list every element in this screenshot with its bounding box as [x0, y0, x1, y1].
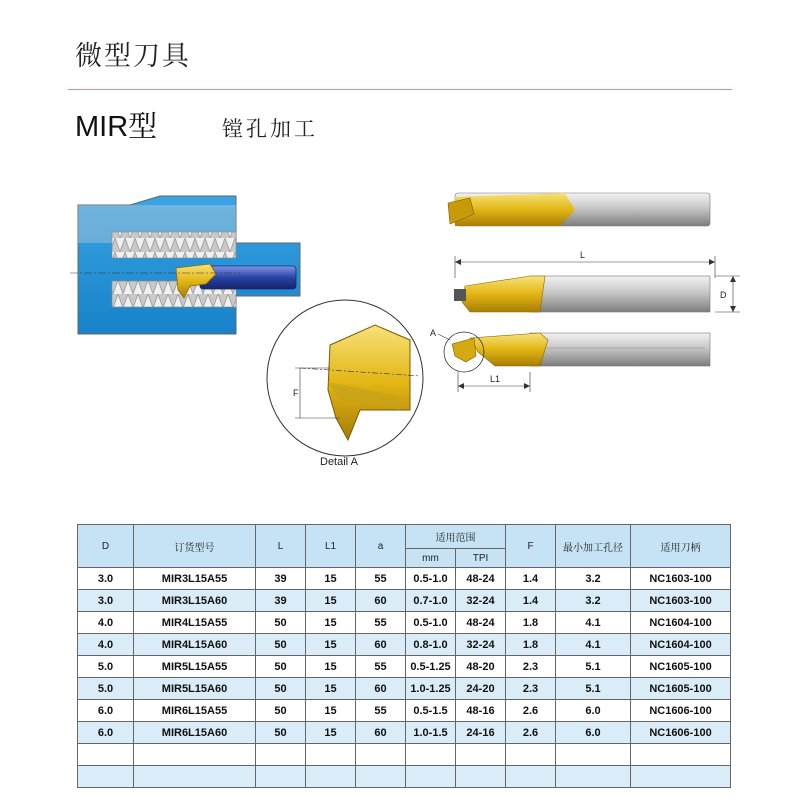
cell-mm: 1.0-1.5 [406, 722, 456, 744]
cell-mm: 0.7-1.0 [406, 590, 456, 612]
cell-holder: NC1606-100 [631, 700, 731, 722]
cell-a: 55 [356, 700, 406, 722]
cell-l1: 15 [306, 678, 356, 700]
cell-tpi: 48-24 [456, 568, 506, 590]
cell-holder: NC1606-100 [631, 722, 731, 744]
cell-f: 1.8 [506, 612, 556, 634]
spec-table [77, 524, 731, 788]
cell-l1: 15 [306, 634, 356, 656]
cell-mm: 0.5-1.25 [406, 656, 456, 678]
model-title: MIR型 [75, 111, 158, 143]
cell-model: MIR3L15A60 [134, 590, 256, 612]
tool-front-view [430, 328, 710, 392]
cell-f: 2.6 [506, 722, 556, 744]
cell-model: MIR6L15A60 [134, 722, 256, 744]
cell-tpi: 48-20 [456, 656, 506, 678]
cell-holder: NC1604-100 [631, 634, 731, 656]
header-a: a [356, 525, 406, 568]
cell-model: MIR4L15A55 [134, 612, 256, 634]
cell-holder: NC1605-100 [631, 656, 731, 678]
cell-min-bore: 3.2 [556, 568, 631, 590]
table-row [78, 700, 731, 722]
cell-a: 55 [356, 612, 406, 634]
header-model: 订货型号 [134, 525, 256, 568]
cell-d: 5.0 [78, 656, 134, 678]
cell-model: MIR5L15A60 [134, 678, 256, 700]
cell-tpi: 32-24 [456, 634, 506, 656]
cell-tpi: 24-16 [456, 722, 506, 744]
dim-l1-label: L1 [490, 374, 501, 384]
cell-f: 2.3 [506, 678, 556, 700]
detail-a-caption: Detail A [320, 456, 358, 468]
cell-tpi: 48-16 [456, 700, 506, 722]
cell-l: 50 [256, 634, 306, 656]
header-range: 适用范围 [406, 525, 506, 549]
cell-l1: 15 [306, 700, 356, 722]
table-row [78, 634, 731, 656]
cell-mm: 0.5-1.0 [406, 568, 456, 590]
cell-a: 55 [356, 568, 406, 590]
cell-l: 50 [256, 678, 306, 700]
cell-model: MIR3L15A55 [134, 568, 256, 590]
cell-model: MIR5L15A55 [134, 656, 256, 678]
cell-f: 2.6 [506, 700, 556, 722]
cell-l: 39 [256, 590, 306, 612]
cell-f: 1.8 [506, 634, 556, 656]
tool-side-view [454, 250, 740, 312]
dim-l-label: L [580, 250, 586, 260]
cell-mm: 0.5-1.5 [406, 700, 456, 722]
cell-a: 60 [356, 722, 406, 744]
dim-f-label: F [293, 388, 299, 398]
cell-min-bore: 4.1 [556, 612, 631, 634]
cell-l: 50 [256, 722, 306, 744]
cell-tpi: 48-24 [456, 612, 506, 634]
cell-holder: NC1605-100 [631, 678, 731, 700]
cell-f: 1.4 [506, 568, 556, 590]
cell-l1: 15 [306, 590, 356, 612]
cell-mm: 0.5-1.0 [406, 612, 456, 634]
cell-min-bore: 5.1 [556, 656, 631, 678]
cell-holder: NC1603-100 [631, 568, 731, 590]
cell-mm: 0.8-1.0 [406, 634, 456, 656]
cell-mm: 1.0-1.25 [406, 678, 456, 700]
cell-l1: 15 [306, 656, 356, 678]
cell-l: 50 [256, 656, 306, 678]
table-row [78, 568, 731, 590]
cell-f: 1.4 [506, 590, 556, 612]
cell-f: 2.3 [506, 656, 556, 678]
cell-holder: NC1603-100 [631, 590, 731, 612]
empty-row [78, 744, 731, 766]
cell-d: 4.0 [78, 612, 134, 634]
tool-photo [448, 193, 710, 226]
dim-d-label: D [720, 290, 727, 300]
cell-d: 5.0 [78, 678, 134, 700]
cell-a: 55 [356, 656, 406, 678]
cell-tpi: 24-20 [456, 678, 506, 700]
cell-d: 6.0 [78, 722, 134, 744]
header-f: F [506, 525, 556, 568]
header-min-bore: 最小加工孔径 [556, 525, 631, 568]
cell-tpi: 32-24 [456, 590, 506, 612]
cell-d: 3.0 [78, 568, 134, 590]
cell-a: 60 [356, 678, 406, 700]
cell-a: 60 [356, 590, 406, 612]
cell-min-bore: 4.1 [556, 634, 631, 656]
header-d: D [78, 525, 134, 568]
table-row [78, 678, 731, 700]
cell-min-bore: 6.0 [556, 722, 631, 744]
empty-row [78, 766, 731, 788]
page-title: 微型刀具 [75, 41, 191, 72]
header-l1: L1 [306, 525, 356, 568]
model-subtitle: 镗孔加工 [222, 117, 318, 141]
cell-min-bore: 3.2 [556, 590, 631, 612]
cell-l: 50 [256, 700, 306, 722]
header-l: L [256, 525, 306, 568]
cell-min-bore: 5.1 [556, 678, 631, 700]
cell-a: 60 [356, 634, 406, 656]
cell-d: 4.0 [78, 634, 134, 656]
label-a: A [430, 328, 437, 338]
cell-min-bore: 6.0 [556, 700, 631, 722]
table-row [78, 590, 731, 612]
cell-model: MIR4L15A60 [134, 634, 256, 656]
table-row [78, 612, 731, 634]
cell-d: 6.0 [78, 700, 134, 722]
cell-l1: 15 [306, 722, 356, 744]
header-tpi: TPI [456, 549, 506, 568]
cell-l1: 15 [306, 568, 356, 590]
header-mm: mm [406, 549, 456, 568]
table-row [78, 656, 731, 678]
cell-l: 50 [256, 612, 306, 634]
cell-d: 3.0 [78, 590, 134, 612]
detail-a-view [267, 300, 423, 468]
workpiece-section [70, 196, 300, 334]
cell-l1: 15 [306, 612, 356, 634]
header-holder: 适用刀柄 [631, 525, 731, 568]
cell-model: MIR6L15A55 [134, 700, 256, 722]
table-row [78, 722, 731, 744]
cell-holder: NC1604-100 [631, 612, 731, 634]
cell-l: 39 [256, 568, 306, 590]
